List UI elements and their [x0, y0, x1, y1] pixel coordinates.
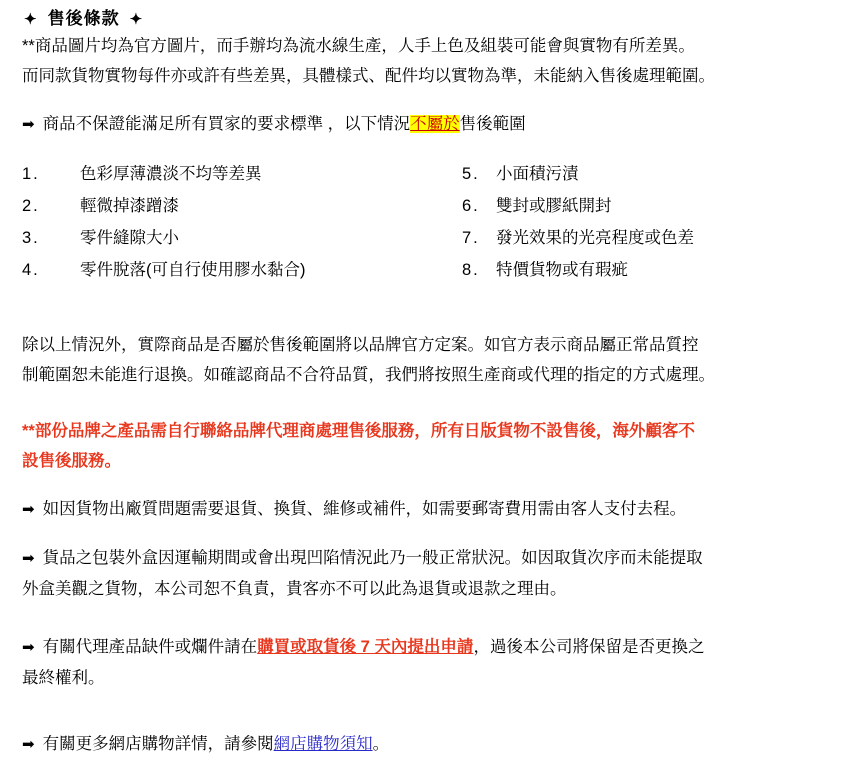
- spacer: [0, 390, 864, 416]
- diamond-right-icon: ✦: [129, 11, 144, 28]
- point-agent-claim-after: ，過後本公司將保留是否更換之: [473, 638, 705, 656]
- list-item: [462, 190, 850, 222]
- notice-text-before: 商品不保證能滿足所有買家的要求標準 ，以下情況: [42, 115, 411, 133]
- list-item: [22, 158, 436, 190]
- spacer: [0, 604, 864, 622]
- list-item: [462, 222, 850, 254]
- spacer: [0, 286, 864, 312]
- notice-highlight: 不屬於: [410, 115, 460, 133]
- list-item-label: 小面積污漬: [496, 165, 579, 183]
- list-item: [22, 190, 436, 222]
- warning-line-2: 設售後服務。: [22, 452, 121, 470]
- list-item-number: 7.: [462, 229, 480, 247]
- list-item-number: 2.: [22, 197, 40, 215]
- exclusion-list: [0, 158, 864, 286]
- point-shop-guide: [0, 729, 864, 760]
- general-line-2: 制範圍恕未能進行退換。如確認商品不合符品質，我們將按照生產商或代理的指定的方式處理。: [22, 366, 715, 384]
- page-title: [0, 0, 864, 31]
- list-item: [22, 254, 436, 286]
- list-item: [22, 222, 436, 254]
- spacer: [0, 312, 864, 330]
- list-item-number: 4.: [22, 261, 40, 279]
- list-item-number: 6.: [462, 197, 480, 215]
- intro-line-1: **商品圖片均為官方圖片，而手辦均為流水線生產，人手上色及組裝可能會與實物有所差異。: [22, 37, 695, 55]
- spacer: [0, 91, 864, 109]
- point-shop-guide-after: 。: [372, 735, 390, 753]
- list-item-label: 輕微掉漆蹭漆: [80, 197, 179, 215]
- point-shipping-fee: [0, 494, 864, 525]
- spacer: [0, 140, 864, 158]
- list-item-label: 雙封或膠紙開封: [496, 197, 612, 215]
- point-agent-claim-emphasis: 購買或取貨後 7 天內提出申請: [257, 638, 474, 656]
- list-item-label: 特價貨物或有瑕疵: [496, 261, 628, 279]
- list-item-number: 1.: [22, 165, 40, 183]
- point-shop-guide-before: 有關更多網店購物詳情，請參閱: [42, 735, 274, 753]
- exclusion-list-right-column: [436, 158, 850, 286]
- arrow-icon: ➡: [22, 116, 35, 133]
- diamond-left-icon: ✦: [24, 11, 38, 28]
- spacer: [0, 622, 864, 632]
- point-packaging-line-1: [0, 543, 864, 574]
- spacer: [0, 719, 864, 729]
- spacer: [0, 693, 864, 719]
- point-agent-claim-line-1: [0, 632, 864, 663]
- notice-text-after: 售後範圍: [459, 115, 526, 133]
- general-line-1: 除以上情況外，實際商品是否屬於售後範圍將以品牌官方定案。如官方表示商品屬正常品質控: [22, 336, 699, 354]
- arrow-icon: ➡: [22, 736, 35, 753]
- intro-line-2: 而同款貨物實物每件亦或許有些差異，具體樣式、配件均以實物為準，未能納入售後處理範圍。: [22, 67, 715, 85]
- warning-line-1: **部份品牌之產品需自行聯絡品牌代理商處理售後服務，所有日版貨物不設售後，海外顧客不: [22, 422, 695, 440]
- point-packaging-line-2: 外盒美觀之貨物，本公司恕不負責，貴客亦不可以此為退貨或退款之理由。: [22, 580, 567, 598]
- spacer: [0, 525, 864, 543]
- page-title-text: 售後條款: [47, 9, 120, 28]
- list-item-label: 零件脫落(可自行使用膠水黏合): [80, 261, 306, 279]
- list-item-number: 5.: [462, 165, 480, 183]
- notice-line: [0, 109, 864, 140]
- point-packaging-text-1: 貨品之包裝外盒因運輸期間或會出現凹陷情況此乃一般正常狀況。如因取貨次序而未能提取: [42, 549, 703, 567]
- list-item-label: 零件縫隙大小: [80, 229, 179, 247]
- arrow-icon: ➡: [22, 639, 35, 656]
- list-item-number: 3.: [22, 229, 40, 247]
- shop-guide-link[interactable]: 網店購物須知: [273, 735, 373, 753]
- point-agent-claim-before: 有關代理產品缺件或爛件請在: [42, 638, 258, 656]
- exclusion-list-left-column: [22, 158, 436, 286]
- arrow-icon: ➡: [22, 550, 35, 567]
- list-item-label: 色彩厚薄濃淡不均等差異: [80, 165, 262, 183]
- list-item: [462, 254, 850, 286]
- list-item-label: 發光效果的光亮程度或色差: [496, 229, 694, 247]
- arrow-icon: ➡: [22, 501, 35, 518]
- point-shipping-fee-text: 如因貨物出廠質問題需要退貨、換貨、維修或補件，如需要郵寄費用需由客人支付去程。: [42, 500, 687, 518]
- point-agent-claim-line-2: 最終權利。: [22, 669, 105, 687]
- spacer: [0, 476, 864, 494]
- list-item-number: 8.: [462, 261, 480, 279]
- list-item: [462, 158, 850, 190]
